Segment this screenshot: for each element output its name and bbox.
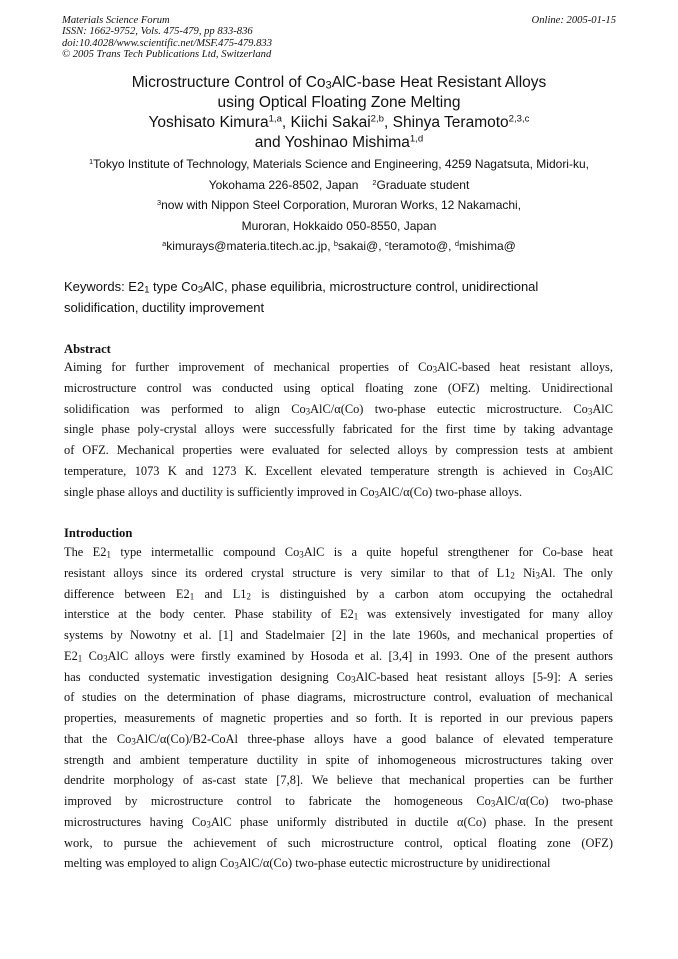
author-name: Yoshisato Kimura [148,114,269,131]
paper-title-line-2: using Optical Floating Zone Melting [217,94,461,111]
text-line: single phase alloys and ductility is sufficiently improved in Co3AlC/α(Co) two-phase alloys. [64,484,523,499]
text-line: The E21 type intermetallic compound Co3AlC is a quite hopeful strengthener for Co-base heat [64,545,613,560]
text-line: systems by Nowotny et al. [1] and Stadelmaier [2] in the late 1960s, and mechanical properties of [64,628,613,642]
email-link: teramoto@, [388,239,455,253]
affiliation-3-cont: Muroran, Hokkaido 050-8550, Japan [241,219,437,233]
issn-volumes: ISSN: 1662-9752, Vols. 475-479, pp 833-836 [62,26,253,38]
paper-title-line-1: Microstructure Control of Co3AlC-base Heat Resistant Alloys [131,74,547,92]
text-line: of OFZ. Mechanical properties were evaluated for selected alloys by compression tests at ambient [64,443,613,457]
keywords: Keywords: E21 type Co3AlC, phase equilibria, microstructure control, unidirectional solidification, ductility improvement [64,279,539,315]
abstract-text [64,357,613,502]
affiliation-1-cont: Yokohama 226-8502, Japan $^2$Graduate student [208,177,470,192]
introduction-text [64,542,613,874]
text-line: difference between E21 and L12 is distinguished by a carbon atom occupying the octahedral [64,586,613,601]
text-line: temperature, 1073 K and 1273 K. Excellent elevated temperature strength is achieved in Co3AlC [64,463,613,479]
author-name: Shinya Teramoto [392,114,509,131]
affiliation-3: $^3$now with Nippon Steel Corporation, Muroran Works, 12 Nakamachi, [156,197,522,212]
text-line: interstice at the body center. Phase stability of E21 was extensively investigated for many alloy [64,607,613,622]
author-name: Kiichi Sakai [290,114,371,131]
journal-name: Materials Science Forum [62,15,170,26]
email-link: mishima@ [458,239,516,253]
text-line: microstructures having Co3AlC phase uniformly distributed in ductile α(Co) phase. In the present [64,814,613,830]
text-line: properties, measurements of magnetic properties and so forth. It is reported in our previous papers [64,711,613,725]
introduction-heading: Introduction [64,526,133,540]
text-line: strength and ambient temperature ductility in spite of inhomogeneous microstructures taking over [64,752,613,767]
text-line: E21 Co3AlC alloys were firstly examined by Hosoda et al. [3,4] in 1993. One of the present authors [64,648,613,664]
text-line: single phase poly-crystal alloys were successfully fabricated for the first time by taking advantage [64,422,613,437]
text-line: improved by microstructure control to fabricate the homogeneous Co3AlC/α(Co) two-phase [64,794,613,809]
copyright: © 2005 Trans Tech Publications Ltd, Switzerland [62,48,272,60]
text-line: Aiming for further improvement of mechanical properties of Co3AlC-based heat resistant alloys, [64,360,613,375]
text-line: of studies on the determination of phase diagrams, microstructure control, evaluation of mechanical [64,690,613,705]
author-emails: $^a$kimurays@materia.titech.ac.jp, $^b$sakai@, $^c$teramoto@, $^d$mishima@ [162,238,516,253]
text-line: microstructure control was conducted using optical floating zone (OFZ) melting. Unidirectional [64,380,613,395]
author-list: Yoshisato Kimura$^{1,a}$, Kiichi Sakai$^{2,b}$, Shinya Teramoto$^{2,3,c}$ [148,113,530,131]
text-line: solidification was performed to align Co3AlC/α(Co) two-phase eutectic microstructure. Co3AlC [64,401,613,416]
text-line: has conducted systematic investigation designing Co3AlC-based heat resistant alloys [5-9]: A series [64,669,614,684]
text-line: dendrite morphology of as-cast state [7,8]. We believe that mechanical properties can be further [64,773,613,788]
email-link: sakai@, [338,239,385,253]
doi: doi:10.4028/www.scientific.net/MSF.475-479.833 [62,37,272,49]
online-date: Online: 2005-01-15 [531,15,616,26]
text-line: resistant alloys since its ordered crystal structure is very similar to that of L12 Ni3Al. The only [64,565,613,581]
affiliation-1: $^1$Tokyo Institute of Technology, Materials Science and Engineering, 4259 Nagatsuta, Midori-ku, [89,156,589,171]
email-link: kimurays@materia.titech.ac.jp, [166,239,334,253]
journal-header [62,15,272,60]
author-list-line-2: and Yoshinao Mishima$^{1,d}$ [254,133,424,151]
text-line: melting was employed to align Co3AlC/α(Co) two-phase eutectic microstructure by unidirectional [64,856,551,871]
author-name: Yoshinao Mishima [284,134,410,151]
abstract-heading: Abstract [64,342,111,356]
text-line: work, to pursue the achievement of such microstructure control, optical floating zone (OFZ) [64,835,613,850]
text-line: that the Co3AlC/α(Co)/B2-CoAl three-phase alloys have a good balance of elevated temperature [64,731,613,747]
